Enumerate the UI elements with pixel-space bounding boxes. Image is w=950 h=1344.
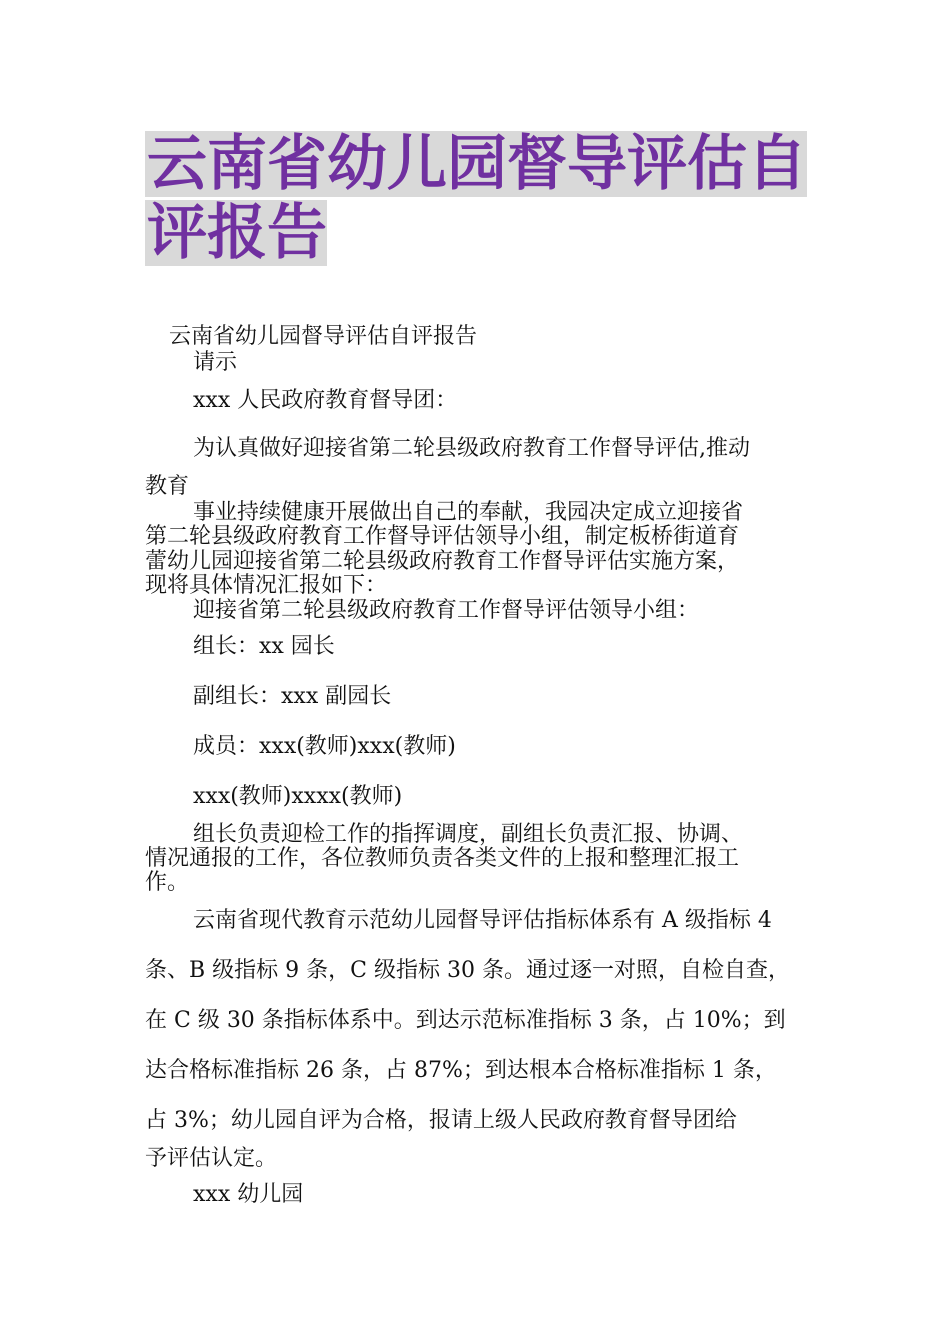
group-members-line-2: xxx(教师)xxxx(教师): [193, 784, 403, 809]
group-deputy: 副组长：xxx 副园长: [193, 684, 392, 709]
paragraph-3-line-3: 在 C 级 30 条指标体系中。到达示范标准指标 3 条，占 10%；到: [145, 1008, 786, 1033]
group-members-line-1: 成员：xxx(教师)xxx(教师): [193, 734, 456, 759]
duty-line-1: 组长负责迎检工作的指挥调度，副组长负责汇报、协调、: [193, 822, 744, 847]
paragraph-2-line-1: 事业持续健康开展做出自己的奉献，我园决定成立迎接省: [193, 500, 744, 525]
duty-line-3: 作。: [145, 870, 190, 895]
paragraph-2-line-2: 第二轮县级政府教育工作督导评估领导小组，制定板桥街道育: [145, 524, 740, 549]
paragraph-3-line-1: 云南省现代教育示范幼儿园督导评估指标体系有 A 级指标 4: [193, 908, 772, 933]
signature: xxx 幼儿园: [193, 1182, 304, 1207]
group-heading: 迎接省第二轮县级政府教育工作督导评估领导小组：: [193, 598, 700, 623]
duty-line-2: 情况通报的工作，各位教师负责各类文件的上报和整理汇报工: [145, 846, 740, 871]
document-title-line-1: 云南省幼儿园督导评估自: [147, 129, 807, 199]
paragraph-3-line-4: 达合格标准指标 26 条，占 87%；到达根本合格标准指标 1 条，: [145, 1058, 777, 1083]
group-leader: 组长：xx 园长: [193, 634, 335, 659]
qingshi-label: 请示: [193, 350, 238, 375]
paragraph-3-line-5: 占 3%；幼儿园自评为合格，报请上级人民政府教育督导团给: [145, 1108, 737, 1133]
paragraph-1-line-2: 教育: [145, 474, 190, 499]
addressee: xxx 人民政府教育督导团：: [193, 388, 458, 413]
subtitle: 云南省幼儿园督导评估自评报告: [169, 324, 478, 349]
paragraph-3-line-6: 予评估认定。: [145, 1146, 278, 1171]
paragraph-1-line-1: 为认真做好迎接省第二轮县级政府教育工作督导评估,推动: [193, 436, 750, 461]
document-title-line-2: 评报告: [147, 198, 327, 268]
paragraph-2-line-3: 蕾幼儿园迎接省第二轮县级政府教育工作督导评估实施方案，: [145, 549, 740, 574]
paragraph-2-line-4: 现将具体情况汇报如下：: [145, 573, 388, 598]
paragraph-3-line-2: 条、B 级指标 9 条，C 级指标 30 条。通过逐一对照，自检自查，: [145, 958, 790, 983]
